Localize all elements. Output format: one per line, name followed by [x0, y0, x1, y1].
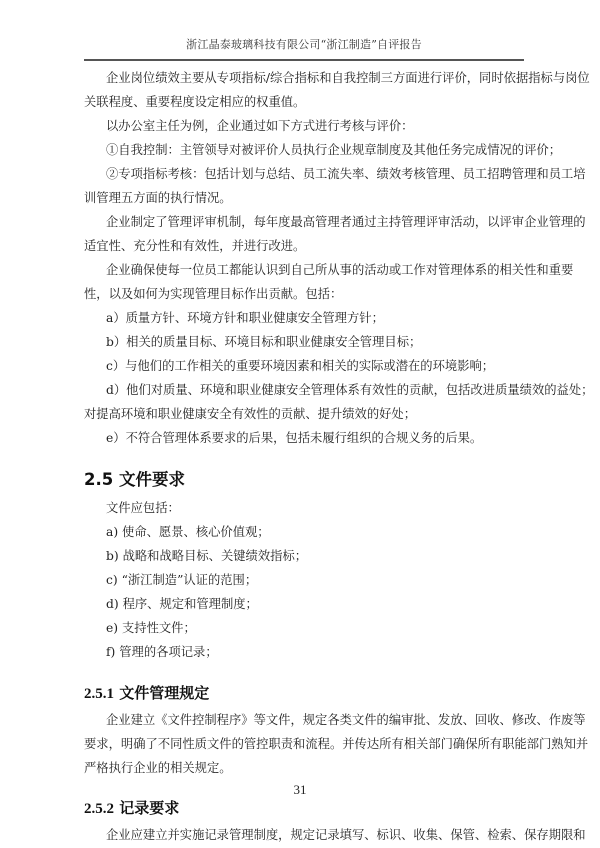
paragraph-line: 训管理五方面的执行情况。	[84, 191, 232, 205]
paragraph-line: 关联程度、重要程度设定相应的权重值。	[84, 95, 306, 109]
list-item: e) 支持性文件；	[106, 621, 196, 635]
list-item: d) 程序、规定和管理制度；	[106, 597, 258, 611]
list-item: b）相关的质量目标、环境目标和职业健康安全管理目标；	[106, 335, 422, 349]
section-heading-2-5: 2.5 文件要求	[84, 470, 185, 489]
section-heading-2-5-1	[84, 682, 209, 703]
section-number: 2.5.2	[84, 801, 114, 817]
section-number: 2.5.1	[84, 686, 114, 702]
paragraph-line: 企业应建立并实施记录管理制度，规定记录填写、标识、收集、保管、检索、保存期限和	[106, 828, 586, 842]
paragraph-line: 适宜性、充分性和有效性，并进行改进。	[84, 239, 306, 253]
list-item: f) 管理的各项记录；	[106, 645, 218, 659]
paragraph-line: 企业确保使每一位员工都能认识到自己所从事的活动或工作对管理体系的相关性和重要	[106, 263, 574, 277]
section-title: 记录要求	[119, 799, 180, 817]
list-item: e）不符合管理体系要求的后果，包括未履行组织的合规义务的后果。	[106, 431, 483, 445]
paragraph-line: ①自我控制：主管领导对被评价人员执行企业规章制度及其他任务完成情况的评价；	[106, 143, 561, 157]
list-item: a）质量方针、环境方针和职业健康安全管理方针；	[106, 311, 384, 325]
section-lead: 文件应包括：	[106, 501, 180, 515]
list-item: a) 使命、愿景、核心价值观；	[106, 525, 270, 539]
paragraph-line: 以办公室主任为例，企业通过如下方式进行考核与评价：	[106, 119, 414, 133]
list-item: b) 战略和战略目标、关键绩效指标；	[106, 549, 308, 563]
page-number: 31	[293, 782, 307, 797]
running-header: 浙江晶泰玻璃科技有限公司“浙江制造”自评报告	[186, 38, 422, 51]
paragraph-line: 企业制定了管理评审机制，每年度最高管理者通过主持管理评审活动，以评审企业管理的	[106, 215, 586, 229]
paragraph-line: 要求，明确了不同性质文件的管控职责和流程。并传达所有相关部门确保所有职能部门熟知并	[84, 737, 589, 751]
paragraph-line: 企业岗位绩效主要从专项指标/综合指标和自我控制三方面进行评价，同时依据指标与岗位	[106, 71, 590, 85]
list-item: c）与他们的工作相关的重要环境因素和相关的实际或潜在的环境影响；	[106, 359, 495, 373]
section-title: 文件管理规定	[119, 684, 210, 702]
header-divider	[84, 59, 524, 61]
section-heading-2-5-2	[84, 797, 179, 818]
paragraph-line: ②专项指标考核：包括计划与总结、员工流失率、绩效考核管理、员工招聘管理和员工培	[106, 167, 586, 181]
list-item: d）他们对质量、环境和职业健康安全管理体系有效性的贡献，包括改进质量绩效的益处；	[106, 383, 594, 397]
paragraph-line: 企业建立《文件控制程序》等文件，规定各类文件的编审批、发放、回收、修改、作废等	[106, 713, 586, 727]
paragraph-line: 严格执行企业的相关规定。	[84, 761, 232, 775]
paragraph-line: 性，以及如何为实现管理目标作出贡献。包括：	[84, 287, 343, 301]
list-item-continuation: 对提高环境和职业健康安全有效性的贡献、提升绩效的好处；	[84, 407, 417, 421]
list-item: c) “浙江制造”认证的范围；	[106, 573, 258, 587]
